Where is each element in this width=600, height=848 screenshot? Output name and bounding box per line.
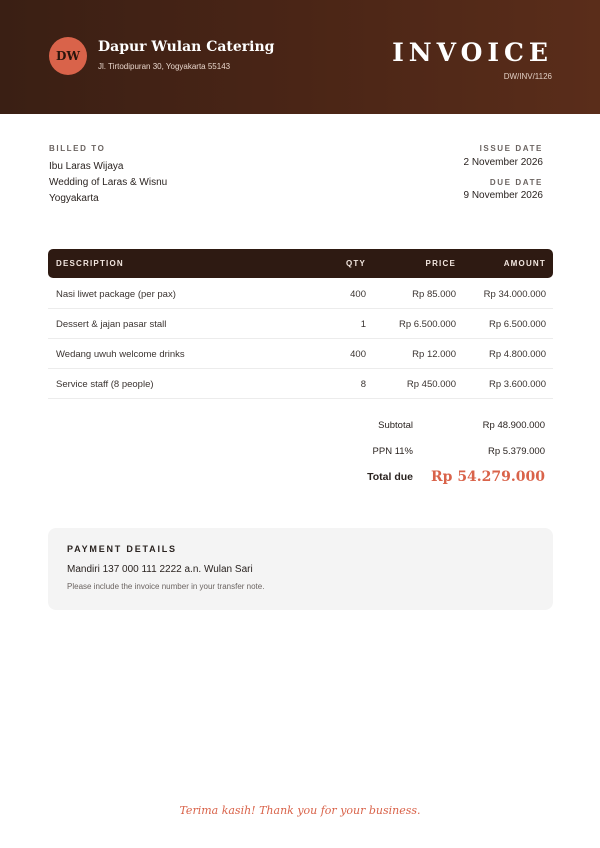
business-logo xyxy=(49,37,87,75)
total-due-row xyxy=(345,471,545,485)
payment-details-title: PAYMENT DETAILS xyxy=(67,544,177,554)
subtotal-row xyxy=(345,420,545,434)
invoice-header xyxy=(0,0,600,114)
due-date-label: DUE DATE xyxy=(489,178,543,187)
column-header-price: PRICE xyxy=(425,259,456,268)
subtotal-label: Subtotal xyxy=(378,420,413,431)
due-date: 9 November 2026 xyxy=(463,190,543,201)
billed-to-line: Wedding of Laras & Wisnu xyxy=(49,177,168,188)
issue-date: 2 November 2026 xyxy=(463,157,543,168)
item-qty: 400 xyxy=(350,349,366,360)
business-name: Dapur Wulan Catering xyxy=(98,39,275,55)
item-amount: Rp 3.600.000 xyxy=(488,379,546,390)
item-qty: 1 xyxy=(360,319,366,330)
issue-date-label: ISSUE DATE xyxy=(479,144,543,153)
invoice-title: INVOICE xyxy=(392,38,553,67)
billed-to-label: BILLED TO xyxy=(49,144,106,153)
item-description: Wedang uwuh welcome drinks xyxy=(56,349,185,360)
payment-details-box xyxy=(48,528,553,610)
tax-row xyxy=(345,446,545,460)
billed-to-block xyxy=(49,159,167,207)
item-price: Rp 12.000 xyxy=(412,349,456,360)
item-qty: 400 xyxy=(350,289,366,300)
table-row xyxy=(48,279,553,309)
item-description: Dessert & jajan pasar stall xyxy=(56,319,167,330)
tax-label: PPN 11% xyxy=(372,446,413,457)
item-amount: Rp 6.500.000 xyxy=(488,319,546,330)
item-price: Rp 6.500.000 xyxy=(398,319,456,330)
footer-thank-you: Terima kasih! Thank you for your business. xyxy=(179,804,421,817)
tax-value: Rp 5.379.000 xyxy=(487,446,545,457)
item-price: Rp 85.000 xyxy=(412,289,456,300)
column-header-qty: QTY xyxy=(345,259,366,268)
table-row xyxy=(48,369,553,399)
item-price: Rp 450.000 xyxy=(406,379,456,390)
billed-to-line: Ibu Laras Wijaya xyxy=(49,161,124,172)
business-address: Jl. Tirtodipuran 30, Yogyakarta 55143 xyxy=(98,62,231,71)
column-header-amount: AMOUNT xyxy=(503,259,546,268)
total-due-value: Rp 54.279.000 xyxy=(431,469,545,485)
subtotal-value: Rp 48.900.000 xyxy=(482,420,545,431)
payment-note: Please include the invoice number in your transfer note. xyxy=(67,582,265,591)
item-description: Service staff (8 people) xyxy=(56,379,154,390)
item-amount: Rp 34.000.000 xyxy=(483,289,546,300)
table-row xyxy=(48,339,553,369)
item-amount: Rp 4.800.000 xyxy=(488,349,546,360)
column-header-description: DESCRIPTION xyxy=(56,259,124,268)
table-row xyxy=(48,309,553,339)
total-due-label: Total due xyxy=(367,471,413,483)
items-table-header xyxy=(48,249,553,278)
item-qty: 8 xyxy=(360,379,366,390)
payment-account: Mandiri 137 000 111 2222 a.n. Wulan Sari xyxy=(67,564,253,575)
invoice-number: DW/INV/1126 xyxy=(503,72,552,81)
item-description: Nasi liwet package (per pax) xyxy=(56,289,176,300)
items-table-body xyxy=(48,279,553,399)
billed-to-line: Yogyakarta xyxy=(49,193,99,204)
logo-initials: DW xyxy=(56,49,80,63)
